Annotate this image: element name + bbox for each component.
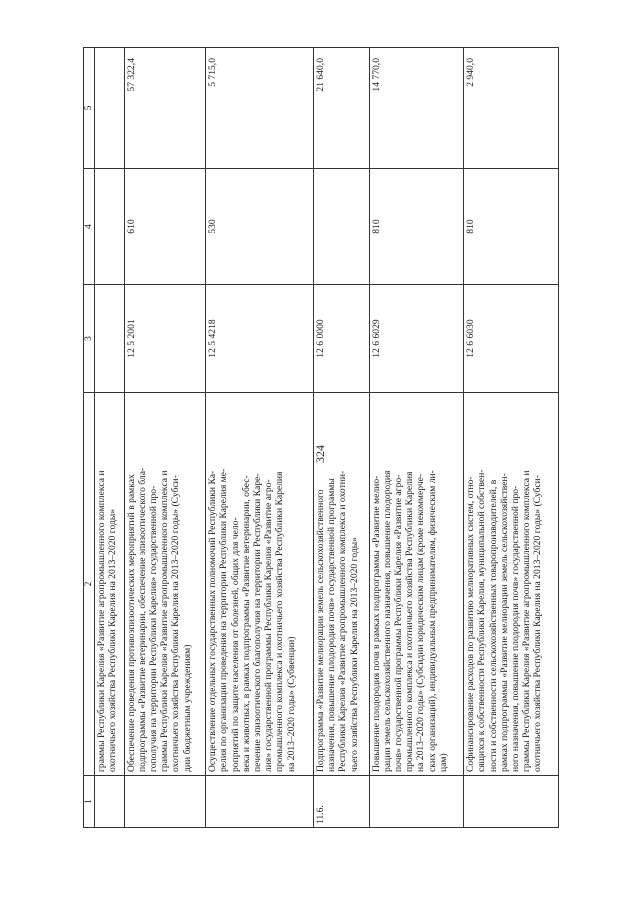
- row-number: [95, 776, 125, 828]
- description-line: подпрограммы «Развитие ветеринарии, обеспечение эпизоотического бла-: [136, 467, 148, 772]
- description-line: рации земель сельскохозяйственного назначения, повышение плодородия: [381, 470, 393, 772]
- description-line: охотничьего хозяйства Республики Карелия на 2013–2020 годы» (Субси-: [532, 475, 544, 772]
- row-expense-type: 810: [369, 169, 464, 285]
- description-line: охотничьего хозяйства Республики Карелия на 2013–2020 годы»: [107, 508, 119, 772]
- description-line: граммы Республики Карелия «Развитие агропромышленного комплекса и: [96, 470, 107, 772]
- description-line: граммы Республики Карелия «Развитие агропромышленного комплекса и: [521, 470, 533, 772]
- row-description: [206, 393, 314, 776]
- row-description: [124, 393, 206, 776]
- rotated-table-container: [83, 48, 559, 828]
- description-line: Обеспечение проведения противоэпизоотических мероприятий в рамках: [125, 474, 137, 772]
- description-line: на 2013–2020 годы» (Субвенции): [285, 636, 297, 772]
- row-code: [95, 285, 125, 393]
- description-line: века и животных, в рамках подпрограммы «Развитие ветеринарии, обес-: [240, 475, 252, 772]
- row-number: [206, 776, 314, 828]
- description-line: сящихся к собственности Республики Карелия, муниципальной собствен-: [476, 469, 488, 772]
- row-amount: 2 940,0: [464, 48, 559, 169]
- row-code: 12 6 6030: [464, 285, 559, 393]
- column-header: 4: [84, 169, 95, 285]
- row-amount: 5 715,0: [206, 48, 314, 169]
- description-line: гополучия на территории Республики Карелия» государственной про-: [147, 485, 159, 772]
- row-amount: 21 640,0: [313, 48, 369, 169]
- description-line: ного назначения, повышение плодородия почв» государственной про-: [510, 485, 522, 772]
- row-expense-type: 610: [124, 169, 206, 285]
- table-row: [464, 48, 559, 828]
- row-code: 12 6 6029: [369, 285, 464, 393]
- row-amount: [95, 48, 125, 169]
- description-line: Повышение плодородия почв в рамках подпрограммы «Развитие мелио-: [370, 475, 382, 772]
- description-line: Подпрограмма «Развитие мелиорации земель сельскохозяйственного: [314, 489, 326, 772]
- column-header: 1: [84, 776, 95, 828]
- table-row: [95, 48, 125, 828]
- description-line: промышленного комплекса и охотничьего хозяйства Республики Карелия: [274, 471, 286, 772]
- table-body: [84, 48, 559, 828]
- description-line: релия по организации проведения на территории Республики Карелия ме-: [218, 468, 230, 772]
- column-header: 5: [84, 48, 95, 169]
- table-row: [369, 48, 464, 828]
- description-line: дии бюджетным учреждениям): [181, 644, 193, 772]
- row-number: [369, 776, 464, 828]
- column-header: 3: [84, 285, 95, 393]
- row-expense-type: 810: [464, 169, 559, 285]
- budget-table: [83, 47, 559, 828]
- row-amount: 14 770,0: [369, 48, 464, 169]
- row-number: 11.6.: [313, 776, 369, 828]
- description-line: почв» государственной программы Республики Карелия «Развитие агро-: [392, 474, 404, 772]
- table-row: [313, 48, 369, 828]
- description-line: на 2013–2020 годы» (Субсидии юридическим лицам (кроме некоммерче-: [415, 473, 427, 772]
- description-line: ских организаций), индивидуальным предпринимателям, физическим ли-: [426, 470, 438, 772]
- row-description: [369, 393, 464, 776]
- description-line: рамках подпрограммы «Развитие мелиорации земель сельскохозяйствен-: [498, 473, 510, 772]
- description-line: роприятий по защите населения от болезней, общих для чело-: [229, 517, 241, 772]
- table-row: [124, 48, 206, 828]
- row-code: 12 5 2001: [124, 285, 206, 393]
- description-line: ности и собственности сельскохозяйственных товаропроизводителей, в: [487, 479, 499, 772]
- row-code: 12 6 0000: [313, 285, 369, 393]
- description-line: охотничьего хозяйства Республики Карелия на 2013–2020 годы» (Субси-: [170, 475, 182, 772]
- description-line: чьего хозяйства Республики Карелия на 2013–2020 годы»: [348, 537, 360, 772]
- description-line: граммы Республики Карелия «Развитие агропромышленного комплекса и: [159, 470, 171, 772]
- column-header: 2: [84, 393, 95, 776]
- description-line: промышленного комплекса и охотничьего хозяйства Республики Карелия: [404, 471, 416, 772]
- row-expense-type: [313, 169, 369, 285]
- column-header-row: [84, 48, 95, 828]
- row-number: [124, 776, 206, 828]
- row-description: [313, 393, 369, 776]
- description-line: Софинансирование расходов по развитию мелиоративных систем, отно-: [465, 476, 477, 772]
- page-number: 324: [313, 445, 327, 463]
- description-line: цам): [437, 753, 449, 772]
- row-amount: 57 322,4: [124, 48, 206, 169]
- row-description: [464, 393, 559, 776]
- row-expense-type: [95, 169, 125, 285]
- description-line: печение эпизоотического благополучия на территории Республики Каре-: [252, 473, 264, 772]
- description-line: Республики Карелия «Развитие агропромышленного комплекса и охотни-: [337, 470, 349, 772]
- description-line: назначения, повышение плодородия почв» государственной программы: [326, 478, 338, 772]
- row-description: [95, 393, 125, 776]
- row-expense-type: 530: [206, 169, 314, 285]
- row-number: [464, 776, 559, 828]
- row-code: 12 5 4218: [206, 285, 314, 393]
- table-row: [206, 48, 314, 828]
- description-line: лия» государственной программы Республики Карелия «Развитие агро-: [263, 479, 275, 772]
- description-line: Осуществление отдельных государственных полномочий Республики Ка-: [207, 470, 219, 772]
